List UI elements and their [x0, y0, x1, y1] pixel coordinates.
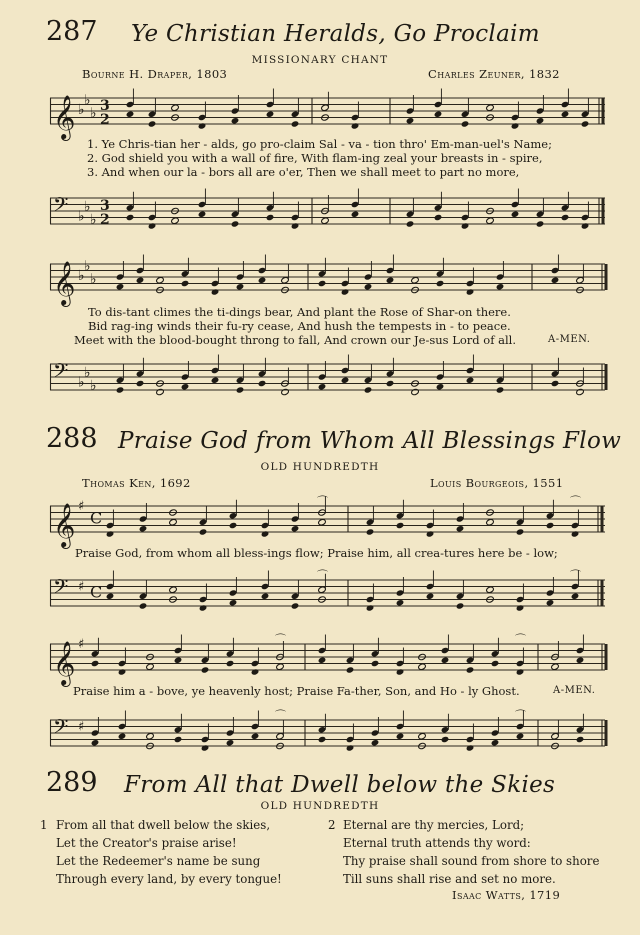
notehead — [169, 519, 178, 526]
notehead — [486, 519, 495, 526]
hymn-287-title: Ye Christian Heralds, Go Proclaim — [131, 21, 540, 47]
hymn-287-system-2-bass — [50, 356, 605, 402]
hymn-289-stanza-2-line-4: Till suns shall rise and set no more. — [343, 872, 556, 886]
notehead — [148, 120, 157, 127]
notehead — [371, 660, 380, 667]
fermata-icon: ⌒ — [275, 709, 286, 722]
notehead — [466, 666, 475, 673]
notehead — [318, 736, 327, 743]
notehead — [461, 120, 470, 127]
notehead — [396, 522, 405, 529]
hymn-288-system-2-treble — [50, 633, 605, 685]
notehead — [496, 283, 505, 290]
flat-icon: ♭ — [84, 364, 91, 381]
hymn-289-stanza-2-line-1: Eternal are thy mercies, Lord; — [343, 818, 525, 832]
notehead — [571, 530, 580, 537]
notehead — [291, 602, 300, 609]
notehead — [318, 657, 327, 664]
hymn-287-system-1-bass — [50, 190, 605, 236]
notehead — [318, 519, 327, 526]
hymn-288-tune: OLD HUNDREDTH — [260, 461, 380, 473]
notehead — [201, 744, 210, 751]
bass-clef-icon: 𝄢 — [53, 193, 69, 221]
notehead — [466, 744, 475, 751]
bass-clef-icon: 𝄢 — [53, 715, 69, 743]
hymn-288-amen: A-MEN. — [553, 685, 596, 696]
flat-icon: ♭ — [90, 105, 97, 122]
notehead — [341, 288, 350, 295]
notehead — [456, 525, 465, 532]
hymn-287-verse-1-line-2: To dis-tant climes the ti-dings bear, And plant the Rose of Shar-on there. — [88, 305, 511, 319]
notehead — [486, 104, 495, 111]
notehead — [371, 739, 380, 746]
notehead — [491, 739, 500, 746]
notehead — [148, 222, 157, 229]
notehead — [406, 117, 415, 124]
notehead — [91, 660, 100, 667]
notehead — [226, 660, 235, 667]
hymn-287-system-1-treble — [50, 90, 605, 139]
notehead — [91, 739, 100, 746]
notehead — [411, 277, 420, 284]
notehead — [516, 733, 525, 740]
notehead — [418, 733, 427, 740]
notehead — [139, 602, 148, 609]
hymn-288-lyric-line-1: Praise God, from whom all bless-ings flow; Praise him, all crea-tures here be - low; — [75, 546, 558, 560]
flat-icon: ♭ — [90, 377, 97, 394]
fermata-icon: ⌒ — [275, 633, 286, 646]
notehead — [251, 668, 260, 675]
flat-icon: ♭ — [78, 268, 85, 284]
notehead — [266, 111, 275, 118]
flat-icon: ♭ — [78, 374, 85, 391]
treble-clef-icon: 𝄞 — [53, 95, 76, 139]
notehead — [281, 388, 290, 395]
fermata-icon: ⌒ — [515, 709, 526, 722]
notehead — [226, 739, 235, 746]
hymn-288-number: 288 — [46, 423, 98, 454]
notehead — [291, 222, 300, 229]
notehead — [211, 288, 220, 295]
notehead — [456, 602, 465, 609]
fermata-icon: ⌒ — [570, 569, 581, 582]
notehead — [366, 528, 375, 535]
notehead — [581, 222, 590, 229]
hymn-287-verse-1-line-1: 1. Ye Chris-tian her - alds, go pro-claim Sal - va - tion thro' Em-man-uel's Name; — [87, 137, 552, 151]
notehead — [516, 604, 525, 611]
hymn-289-stanza-1-line-2: Let the Creator's praise arise! — [56, 836, 237, 850]
flat-icon: ♭ — [84, 258, 91, 275]
notehead — [118, 733, 127, 740]
notehead — [386, 277, 395, 284]
notehead — [496, 386, 505, 393]
hymn-287-music-credit: Charles Zeuner, 1832 — [428, 67, 560, 81]
flat-icon: ♭ — [78, 208, 85, 225]
notehead — [461, 222, 470, 229]
sharp-icon: ♯ — [78, 719, 85, 735]
bass-clef-icon: 𝄢 — [53, 359, 69, 387]
hymn-287-number: 287 — [46, 16, 98, 47]
notehead — [106, 593, 115, 600]
time-signature-top: 3 — [100, 198, 110, 214]
hymn-289-stanza-1-line-4: Through every land, by every tongue! — [56, 872, 282, 886]
notehead — [411, 388, 420, 395]
notehead — [146, 733, 155, 740]
hymn-287-verse-3-line-2: Meet with the blood-bought throng to fall, And crown our Je-sus Lord of all. — [74, 333, 517, 347]
notehead — [536, 117, 545, 124]
notehead — [126, 214, 135, 221]
hymn-289-stanza-2-line-3: Thy praise shall sound from shore to shore — [343, 854, 600, 868]
time-signature-bottom: 2 — [100, 212, 110, 228]
common-time-icon: C — [90, 582, 103, 602]
notehead — [291, 525, 300, 532]
notehead — [198, 211, 207, 218]
notehead — [418, 663, 427, 670]
notehead — [486, 586, 495, 593]
notehead — [466, 377, 475, 384]
hymn-287-verse-2-line-2: Bid rag-ing winds their fu-ry cease, And hush the tempests in - to peace. — [88, 319, 511, 333]
notehead — [236, 283, 245, 290]
notehead — [198, 122, 207, 129]
notehead — [201, 666, 210, 673]
hymn-289-title: From All that Dwell below the Skies — [124, 772, 556, 798]
notehead — [351, 211, 360, 218]
notehead — [116, 283, 125, 290]
hymn-287-amen: A-MEN. — [548, 334, 591, 345]
notehead — [199, 604, 208, 611]
notehead — [139, 525, 148, 532]
notehead — [396, 668, 405, 675]
hymn-289-stanza-2 — [343, 816, 599, 888]
notehead — [156, 277, 165, 284]
treble-clef-icon: 𝄞 — [53, 261, 76, 305]
flat-icon: ♭ — [90, 271, 97, 288]
hymn-288-words-credit: Thomas Ken, 1692 — [82, 476, 191, 490]
hymn-288-system-1-bass — [50, 569, 605, 618]
notehead — [181, 280, 190, 287]
hymn-287-verse-3-line-1: 3. And when our la - bors all are o'er, Then we shall meet to part no more, — [87, 165, 520, 179]
notehead — [561, 214, 570, 221]
flat-icon: ♭ — [78, 102, 85, 118]
hymn-288-lyric-line-2: Praise him a - bove, ye heavenly host; Praise Fa-ther, Son, and Ho - ly Ghost. — [73, 684, 520, 698]
notehead — [366, 604, 375, 611]
notehead — [536, 220, 545, 227]
hymn-289-stanza-1-line-3: Let the Redeemer's name be sung — [56, 854, 261, 868]
notehead — [406, 220, 415, 227]
sharp-icon: ♯ — [78, 579, 85, 595]
sharp-icon: ♯ — [78, 499, 85, 514]
notehead — [276, 663, 285, 670]
notehead — [171, 217, 180, 224]
notehead — [229, 599, 238, 606]
notehead — [229, 522, 238, 529]
sharp-icon: ♯ — [78, 637, 85, 652]
hymn-289-stanza-1-line-1: From all that dwell below the skies, — [56, 818, 271, 832]
notehead — [211, 377, 220, 384]
fermata-icon: ⌒ — [515, 633, 526, 646]
common-time-icon: C — [90, 508, 103, 528]
notehead — [434, 111, 443, 118]
notehead — [174, 736, 183, 743]
notehead — [341, 377, 350, 384]
notehead — [364, 386, 373, 393]
notehead — [291, 120, 300, 127]
hymn-287-system-2-verses — [74, 305, 516, 347]
notehead — [386, 380, 395, 387]
treble-clef-icon: 𝄞 — [53, 503, 76, 547]
notehead — [551, 380, 560, 387]
notehead — [546, 522, 555, 529]
treble-clef-icon: 𝄞 — [53, 641, 76, 685]
fermata-icon: ⌒ — [570, 495, 581, 508]
time-signature-bottom: 2 — [100, 112, 110, 128]
notehead — [434, 214, 443, 221]
notehead — [118, 668, 127, 675]
notehead — [346, 744, 355, 751]
notehead — [169, 586, 178, 593]
notehead — [516, 668, 525, 675]
flat-icon: ♭ — [84, 198, 91, 215]
hymn-289-tune: OLD HUNDREDTH — [260, 800, 380, 812]
notehead — [581, 120, 590, 127]
notehead — [171, 104, 180, 111]
notehead — [491, 660, 500, 667]
notehead — [321, 217, 330, 224]
notehead — [396, 733, 405, 740]
notehead — [396, 599, 405, 606]
notehead — [146, 663, 155, 670]
flat-icon: ♭ — [84, 92, 91, 109]
bass-clef-icon: 𝄢 — [53, 575, 69, 603]
hymn-289-number: 289 — [46, 767, 98, 798]
notehead — [466, 288, 475, 295]
fermata-icon: ⌒ — [317, 569, 328, 582]
hymn-289-stanza-2-number: 2 — [328, 818, 336, 832]
hymn-288-system-1-treble — [50, 495, 605, 547]
notehead — [576, 657, 585, 664]
notehead — [511, 122, 520, 129]
hymn-289-stanza-1-number: 1 — [40, 818, 48, 832]
hymn-288-music-credit: Louis Bourgeois, 1551 — [430, 476, 564, 490]
notehead — [136, 380, 145, 387]
hymn-288-title: Praise God from Whom All Blessings Flow — [118, 428, 622, 454]
hymn-287-tune: MISSIONARY CHANT — [251, 54, 389, 66]
notehead — [116, 386, 125, 393]
notehead — [551, 663, 560, 670]
notehead — [561, 111, 570, 118]
notehead — [351, 122, 360, 129]
notehead — [266, 214, 275, 221]
notehead — [441, 657, 450, 664]
flat-icon: ♭ — [90, 211, 97, 228]
notehead — [576, 388, 585, 395]
notehead — [551, 277, 560, 284]
hymn-289-stanza-2-line-2: Eternal truth attends thy word: — [343, 836, 531, 850]
notehead — [318, 280, 327, 287]
hymn-289-stanza-1 — [56, 816, 282, 888]
notehead — [251, 733, 260, 740]
hymn-287-verse-2-line-1: 2. God shield you with a wall of fire, With flam-ing zeal your breasts in - spire, — [87, 151, 543, 165]
notehead — [156, 388, 165, 395]
notehead — [231, 220, 240, 227]
notehead — [181, 383, 190, 390]
notehead — [511, 211, 520, 218]
fermata-icon: ⌒ — [317, 495, 328, 508]
notehead — [486, 217, 495, 224]
notehead — [261, 530, 270, 537]
notehead — [426, 593, 435, 600]
hymn-287-system-1-verses — [87, 137, 552, 179]
notehead — [258, 380, 267, 387]
notehead — [436, 383, 445, 390]
notehead — [126, 111, 135, 118]
notehead — [236, 386, 245, 393]
notehead — [546, 599, 555, 606]
notehead — [571, 593, 580, 600]
hymn-289-words-credit: Isaac Watts, 1719 — [452, 888, 561, 902]
notehead — [231, 117, 240, 124]
notehead — [106, 530, 115, 537]
notehead — [576, 736, 585, 743]
notehead — [516, 528, 525, 535]
notehead — [346, 666, 355, 673]
notehead — [136, 277, 145, 284]
notehead — [426, 530, 435, 537]
notehead — [364, 283, 373, 290]
time-signature-top: 3 — [100, 98, 110, 114]
notehead — [436, 280, 445, 287]
notehead — [258, 277, 267, 284]
notehead — [441, 736, 450, 743]
notehead — [174, 657, 183, 664]
notehead — [199, 528, 208, 535]
notehead — [261, 593, 270, 600]
notehead — [318, 383, 327, 390]
hymn-288-system-2-bass — [50, 709, 605, 758]
hymn-287-system-2-treble — [50, 256, 605, 305]
hymn-287-words-credit: Bourne H. Draper, 1803 — [82, 67, 228, 81]
